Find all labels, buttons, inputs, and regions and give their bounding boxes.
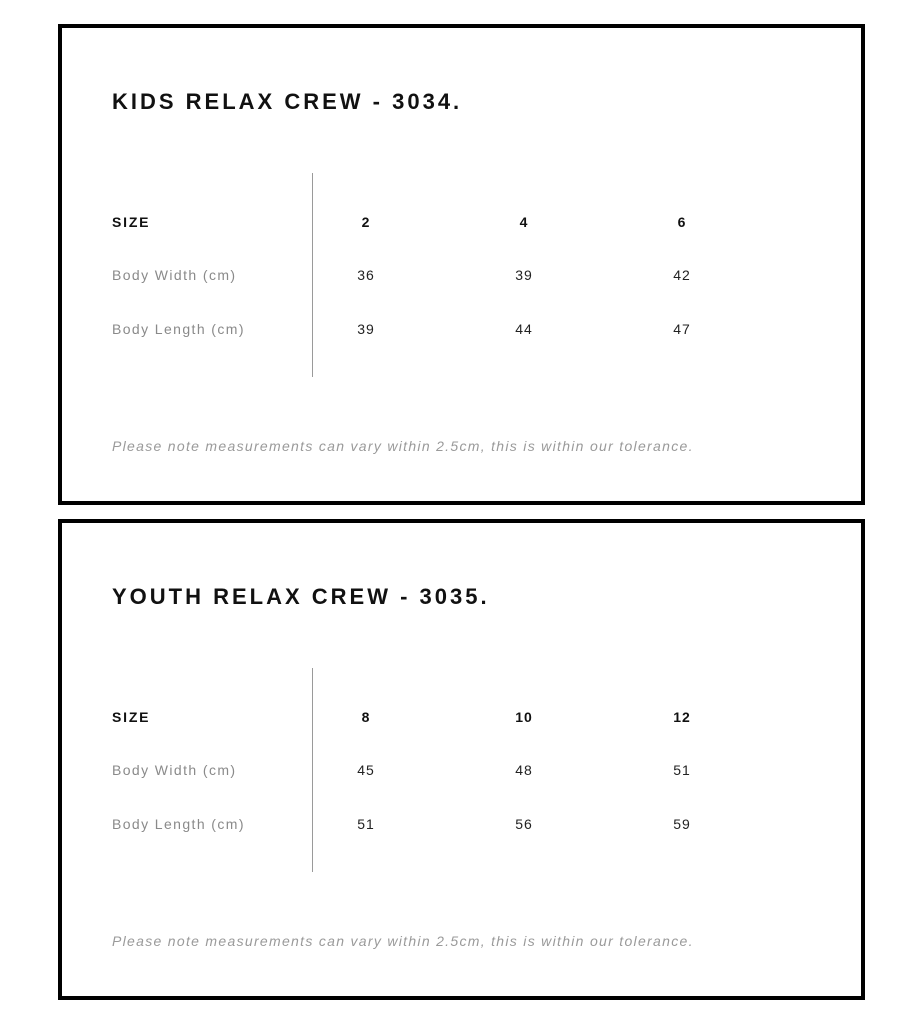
size-value: 2 (361, 214, 371, 230)
measurement-value: 51 (357, 816, 375, 832)
card-title: KIDS RELAX CREW - 3034. (112, 89, 463, 114)
measurement-value: 39 (357, 321, 375, 337)
measurement-value: 42 (673, 267, 691, 283)
size-header-row (112, 212, 832, 232)
measurement-value: 36 (357, 267, 375, 283)
measurement-value: 39 (515, 267, 533, 283)
measurement-value: 56 (515, 816, 533, 832)
size-header-label: SIZE (112, 214, 151, 230)
size-value: 10 (515, 709, 533, 725)
size-value: 6 (677, 214, 687, 230)
measurement-value: 59 (673, 816, 691, 832)
size-header-label: SIZE (112, 709, 151, 725)
measurement-value: 51 (673, 762, 691, 778)
size-header-row (112, 707, 832, 727)
measurement-value: 47 (673, 321, 691, 337)
size-chart-card-youth (58, 519, 865, 1000)
size-value: 4 (519, 214, 529, 230)
row-label: Body Length (cm) (112, 321, 245, 337)
row-label: Body Length (cm) (112, 816, 245, 832)
size-chart-card-kids (58, 24, 865, 505)
size-value: 12 (673, 709, 691, 725)
size-value: 8 (361, 709, 371, 725)
measurement-value: 44 (515, 321, 533, 337)
row-label: Body Width (cm) (112, 762, 237, 778)
body-length-row (112, 814, 832, 834)
measurement-value: 45 (357, 762, 375, 778)
body-length-row (112, 319, 832, 339)
tolerance-note: Please note measurements can vary within 2.5cm, this is within our tolerance. (112, 438, 694, 454)
tolerance-note: Please note measurements can vary within 2.5cm, this is within our tolerance. (112, 933, 694, 949)
measurement-value: 48 (515, 762, 533, 778)
card-title: YOUTH RELAX CREW - 3035. (112, 584, 490, 609)
body-width-row (112, 760, 832, 780)
row-label: Body Width (cm) (112, 267, 237, 283)
body-width-row (112, 265, 832, 285)
